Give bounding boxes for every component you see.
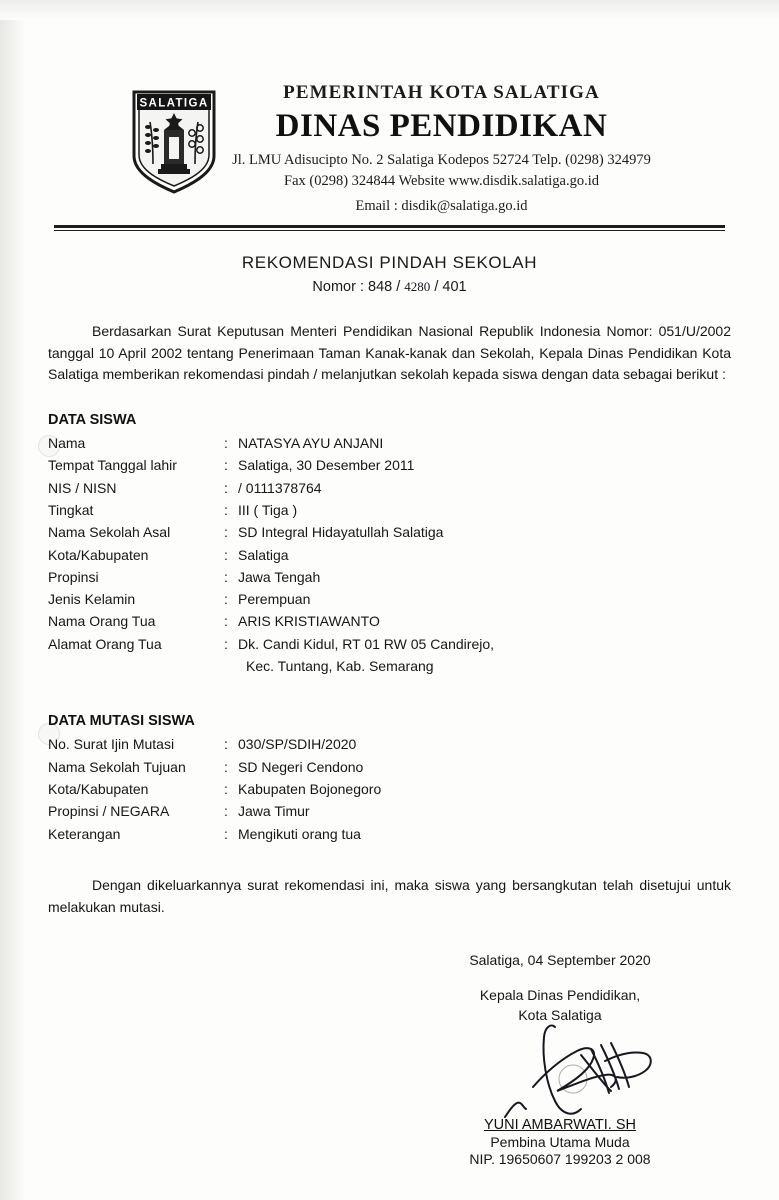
signatory-nip: NIP. 19650607 199203 2 008 <box>469 1151 651 1168</box>
field-label: Nama Sekolah Asal <box>48 524 171 541</box>
field-value-continued: Kec. Tuntang, Kab. Semarang <box>246 658 434 675</box>
document-number <box>48 279 731 295</box>
field-value: Jawa Tengah <box>238 568 321 585</box>
field-label: Jenis Kelamin <box>48 591 136 608</box>
field-value: NATASYA AYU ANJANI <box>238 435 384 452</box>
table-row <box>48 633 494 655</box>
field-colon: : <box>224 457 228 474</box>
field-label: Nama Orang Tua <box>48 613 156 630</box>
field-colon: : <box>224 568 228 585</box>
field-label: NIS / NISN <box>48 479 117 496</box>
signatory-role-line-2: Kota Salatiga <box>518 1006 602 1023</box>
field-value: Dk. Candi Kidul, RT 01 RW 05 Candirejo, <box>238 635 495 652</box>
field-value: Jawa Timur <box>238 803 310 820</box>
number-label: Nomor <box>312 279 356 295</box>
letterhead-text <box>232 70 651 215</box>
table-row <box>48 454 494 476</box>
number-handwritten: 4280 <box>404 279 431 294</box>
signatory-name: YUNI AMBARWATI. SH <box>483 1117 636 1134</box>
field-label: Keterangan <box>48 825 121 842</box>
table-row <box>48 778 381 800</box>
mutation-section-heading: DATA MUTASI SISWA <box>48 713 195 730</box>
table-row <box>48 499 494 521</box>
field-value: 030/SP/SDIH/2020 <box>238 736 357 753</box>
student-data-table <box>48 432 494 677</box>
field-value: Salatiga <box>238 546 289 563</box>
closing-paragraph: Dengan dikeluarkannya surat rekomendasi ini, maka siswa yang bersangkutan telah disetujui untuk melakukan mutasi. <box>48 876 731 915</box>
field-colon: : <box>224 780 228 797</box>
student-section-heading: DATA SISWA <box>48 412 137 429</box>
table-row <box>48 610 494 632</box>
page-title: REKOMENDASI PINDAH SEKOLAH <box>241 253 538 272</box>
field-colon: : <box>224 803 228 820</box>
field-colon: : <box>224 524 228 541</box>
svg-text:SALATIGA: SALATIGA <box>139 97 209 110</box>
field-value: III ( Tiga ) <box>238 501 298 518</box>
field-colon: : <box>224 479 228 496</box>
intro-paragraph: Berdasarkan Surat Keputusan Menteri Pendidikan Nasional Republik Indonesia Nomor: 051/U/2002 tanggal 10 April 2002 tentang Penerimaan Taman Kanak-kanak dan Sekolah, Kepala Dinas Pendidikan Kota Salatiga memberikan rekomendasi pindah / melanjutkan sekolah kepada siswa dengan data sebagai berikut : <box>48 323 731 383</box>
table-row <box>48 544 494 566</box>
signature-block <box>395 952 725 1167</box>
field-colon: : <box>224 546 228 563</box>
table-row <box>48 655 494 677</box>
header-divider <box>48 225 731 231</box>
field-value: SD Integral Hidayatullah Salatiga <box>238 524 444 541</box>
table-row <box>48 477 494 499</box>
table-row <box>48 588 494 610</box>
handwritten-signature <box>395 1025 725 1117</box>
table-row <box>48 432 494 454</box>
field-label-empty <box>48 655 224 677</box>
table-row <box>48 823 381 845</box>
field-colon: : <box>224 635 228 652</box>
field-colon: : <box>224 501 228 518</box>
field-label: Propinsi / NEGARA <box>48 803 170 820</box>
field-colon: : <box>224 613 228 630</box>
field-label: Nama Sekolah Tujuan <box>48 758 186 775</box>
place-and-date: Salatiga, 04 September 2020 <box>469 952 651 969</box>
field-label: Propinsi <box>48 568 99 585</box>
table-row <box>48 521 494 543</box>
field-value: / 0111378764 <box>238 479 322 496</box>
field-label: Alamat Orang Tua <box>48 635 162 652</box>
field-colon: : <box>224 825 228 842</box>
government-line: PEMERINTAH KOTA SALATIGA <box>283 82 600 103</box>
field-label: Nama <box>48 435 86 452</box>
field-colon: : <box>224 591 228 608</box>
field-value: Salatiga, 30 Desember 2011 <box>238 457 415 474</box>
letterhead <box>48 70 731 215</box>
field-value: Mengikuti orang tua <box>238 825 361 842</box>
table-row <box>48 756 381 778</box>
office-name: DINAS PENDIDIKAN <box>275 108 608 144</box>
signatory-role <box>395 986 725 1025</box>
number-prefix: : 848 / <box>359 279 401 295</box>
field-value: Perempuan <box>238 591 311 608</box>
field-label: Kota/Kabupaten <box>48 780 149 797</box>
field-colon: : <box>224 758 228 775</box>
divider-thick <box>54 225 725 228</box>
field-colon-empty <box>224 655 238 677</box>
field-label: Tempat Tanggal lahir <box>48 457 177 474</box>
table-row <box>48 800 381 822</box>
address-line-2: Fax (0298) 324844 Website www.disdik.salatiga.go.id <box>284 173 599 189</box>
table-row <box>48 733 381 755</box>
field-label: Tingkat <box>48 501 94 518</box>
email-line: Email : disdik@salatiga.go.id <box>355 198 528 214</box>
city-crest-logo <box>128 82 220 194</box>
field-label: No. Surat Ijin Mutasi <box>48 736 175 753</box>
mutation-data-table <box>48 733 381 844</box>
field-value: ARIS KRISTIAWANTO <box>238 613 380 630</box>
field-colon: : <box>224 736 228 753</box>
signatory-rank: Pembina Utama Muda <box>490 1134 630 1151</box>
field-value: SD Negeri Cendono <box>238 758 364 775</box>
number-suffix: / 401 <box>434 279 467 295</box>
field-value: Kabupaten Bojonegoro <box>238 780 382 797</box>
signatory-role-line-1: Kepala Dinas Pendidikan, <box>479 987 641 1004</box>
table-row <box>48 566 494 588</box>
divider-thin <box>54 230 725 231</box>
address-line-1: Jl. LMU Adisucipto No. 2 Salatiga Kodepos 52724 Telp. (0298) 324979 <box>232 152 651 168</box>
field-colon: : <box>224 435 228 452</box>
field-label: Kota/Kabupaten <box>48 546 149 563</box>
